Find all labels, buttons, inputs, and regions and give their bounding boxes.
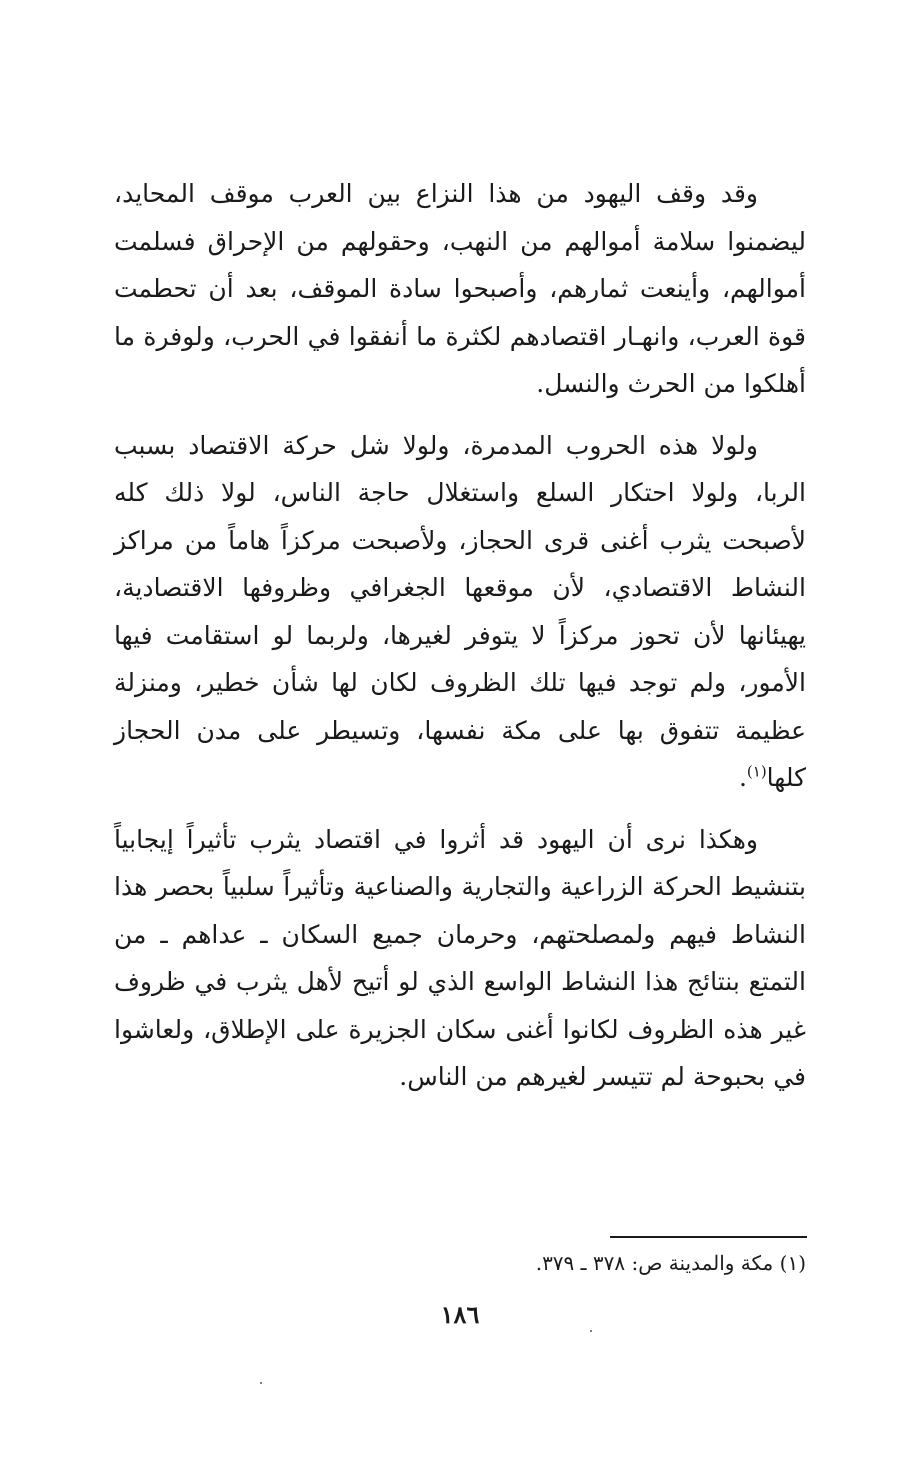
scan-speck <box>590 1330 592 1332</box>
footnote-divider <box>610 1236 807 1238</box>
footnote: (١) مكة والمدينة ص: ٣٧٨ ـ ٣٧٩. <box>535 1251 806 1275</box>
main-text <box>114 170 806 1115</box>
paragraph-2 <box>114 422 806 802</box>
footnote-reference-mark[interactable]: (١) <box>746 762 767 781</box>
page-number: ١٨٦ <box>440 1300 480 1329</box>
paragraph-1: وقد وقف اليهود من هذا النزاع بين العرب موقف المحايد، ليضمنوا سلامة أموالهم من النهب، وحقولهم من الإحراق فسلمت أموالهم، وأينعت ثمارهم، وأصبحوا سادة الموقف، بعد أن تحطمت قوة العرب، وانهـار اقتصادهم لكثرة ما أنفقوا في الحرب، ولوفرة ما أهلكوا من الحرث والنسل. <box>114 179 806 398</box>
scan-speck <box>260 1382 262 1384</box>
paragraph-2-text: ولولا هذه الحروب المدمرة، ولولا شل حركة الاقتصاد بسبب الربا، ولولا احتكار السلع واستغلال حاجة الناس، لولا ذلك كله لأصبحت يثرب أغنى قرى الحجاز، ولأصبحت مركزاً هاماً من مراكز النشاط الاقتصادي، لأن موقعها الجغرافي وظروفها الاقتصادية، يهيئانها لأن تحوز مركزاً لا يتوفر لغيرها، ولربما لو استقامت فيها الأمور، ولم توجد فيها تلك الظروف لكان لها شأن خطير، ومنزلة عظيمة تتفوق بها على مكة نفسها، وتسيطر على مدن الحجاز كلها <box>114 430 806 792</box>
paragraph-3: وهكذا نرى أن اليهود قد أثروا في اقتصاد يثرب تأثيراً إيجابياً بتنشيط الحركة الزراعية والتجارية والصناعية وتأثيراً سلبياً بحصر هذا النشاط فيهم ولمصلحتهم، وحرمان جميع السكان ـ عداهم ـ من التمتع بنتائج هذا النشاط الواسع الذي لو أتيح لأهل يثرب في ظروف غير هذه الظروف لكانوا أغنى سكان الجزيرة على الإطلاق، ولعاشوا في بحبوحة لم تتيسر لغيرهم من الناس. <box>114 824 806 1091</box>
paragraph-2-end-punctuation: . <box>738 763 747 792</box>
